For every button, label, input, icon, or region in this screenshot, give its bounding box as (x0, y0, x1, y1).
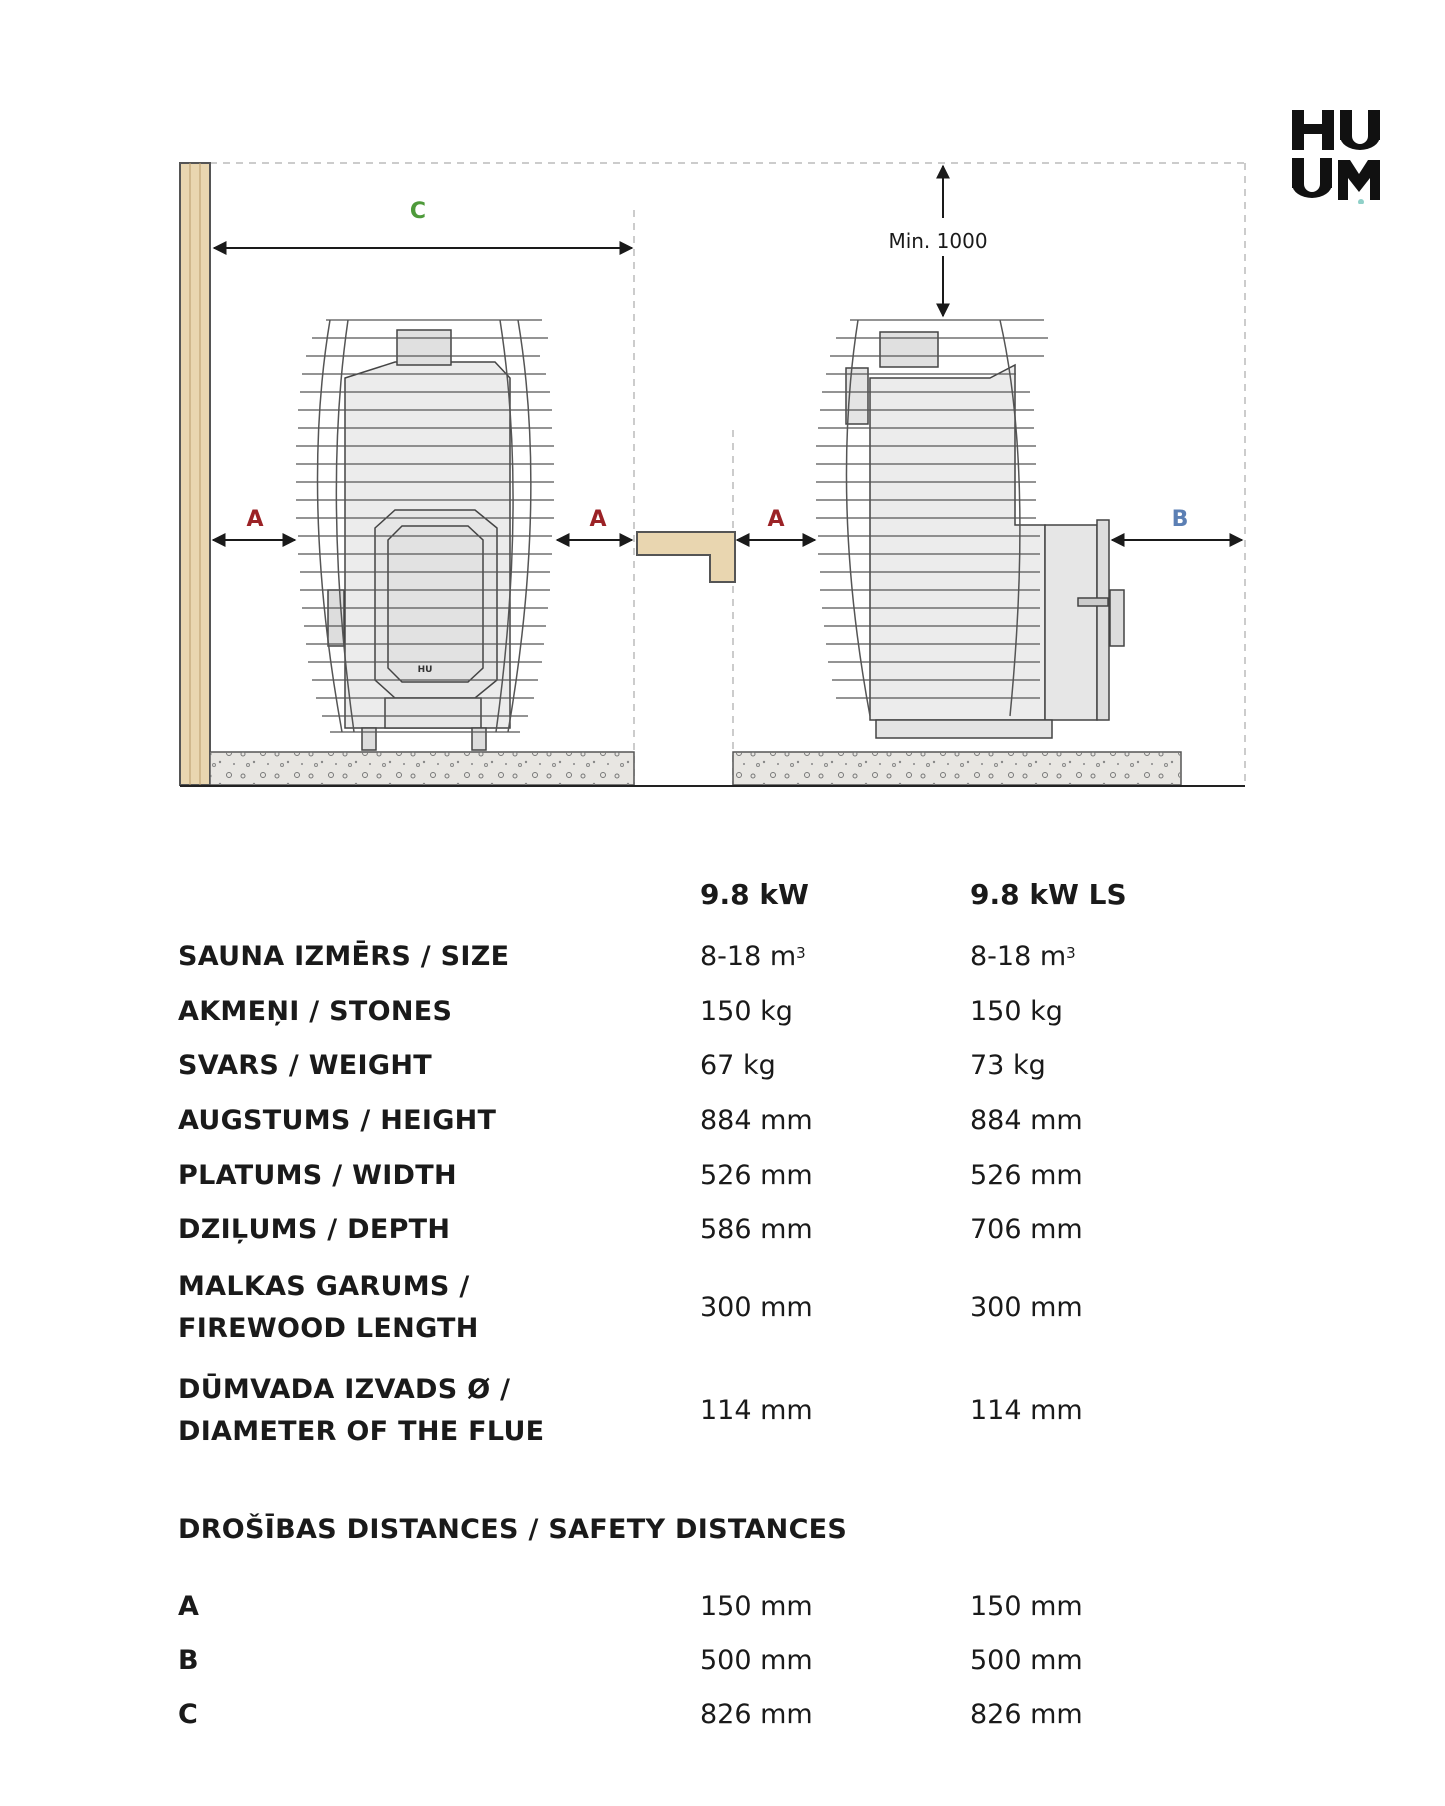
row-value: 706 mm (970, 1214, 1083, 1245)
spec-table (178, 874, 1178, 1454)
row-label: AUGSTUMS / HEIGHT (178, 1105, 497, 1136)
row-value: 526 mm (970, 1160, 1083, 1191)
heater-side-view (816, 320, 1124, 738)
row-value: 884 mm (700, 1105, 813, 1136)
row-label: C (178, 1699, 199, 1730)
row-value: 300 mm (970, 1292, 1083, 1323)
row-value: 500 mm (970, 1645, 1083, 1676)
row-value: 8-18 $m^3$ (970, 941, 1076, 972)
row-label: A (178, 1591, 200, 1622)
column-header-9-8kw: 9.8 kW (700, 878, 809, 911)
row-label: PLATUMS / WIDTH (178, 1160, 457, 1191)
safety-distances-title: DROŠĪBAS DISTANCES / SAFETY DISTANCES (178, 1514, 848, 1545)
installation-diagram (0, 0, 1445, 820)
wood-wall (180, 163, 210, 785)
row-label: SVARS / WEIGHT (178, 1050, 432, 1081)
row-label: DZIĻUMS / DEPTH (178, 1214, 451, 1245)
heater-front-view (296, 320, 554, 750)
label-a-side: A (767, 507, 785, 532)
label-min-1000: Min. 1000 (888, 229, 988, 253)
table-row (178, 1369, 1178, 1453)
svg-text:HU: HU (417, 665, 433, 675)
safety-table (178, 1586, 1178, 1746)
row-label: MALKAS GARUMS / FIREWOOD LENGTH (178, 1271, 479, 1344)
label-a-right: A (589, 507, 607, 532)
row-value: 526 mm (700, 1160, 813, 1191)
row-value: 150 kg (970, 996, 1063, 1027)
row-value: 586 mm (700, 1214, 813, 1245)
row-label: SAUNA IZMĒRS / SIZE (178, 941, 510, 972)
row-label: B (178, 1645, 199, 1676)
row-value: 114 mm (700, 1395, 813, 1426)
column-header-9-8kw-ls: 9.8 kW LS (970, 878, 1127, 911)
row-value: 826 mm (700, 1699, 813, 1730)
row-value: 884 mm (970, 1105, 1083, 1136)
row-value: 826 mm (970, 1699, 1083, 1730)
label-b: B (1171, 507, 1189, 532)
row-value: 300 mm (700, 1292, 813, 1323)
label-c: C (409, 199, 427, 224)
row-label: AKMEŅI / STONES (178, 996, 453, 1027)
row-value: 150 kg (700, 996, 793, 1027)
row-value: 500 mm (700, 1645, 813, 1676)
label-a-left: A (246, 507, 264, 532)
row-value: 114 mm (970, 1395, 1083, 1426)
row-value: 150 mm (700, 1591, 813, 1622)
row-value: 73 kg (970, 1050, 1046, 1081)
row-value: 150 mm (970, 1591, 1083, 1622)
row-value: 8-18 $m^3$ (700, 941, 806, 972)
row-label: DŪMVADA IZVADS Ø / DIAMETER OF THE FLUE (178, 1374, 545, 1447)
row-value: 67 kg (700, 1050, 776, 1081)
table-row (178, 1266, 1178, 1350)
